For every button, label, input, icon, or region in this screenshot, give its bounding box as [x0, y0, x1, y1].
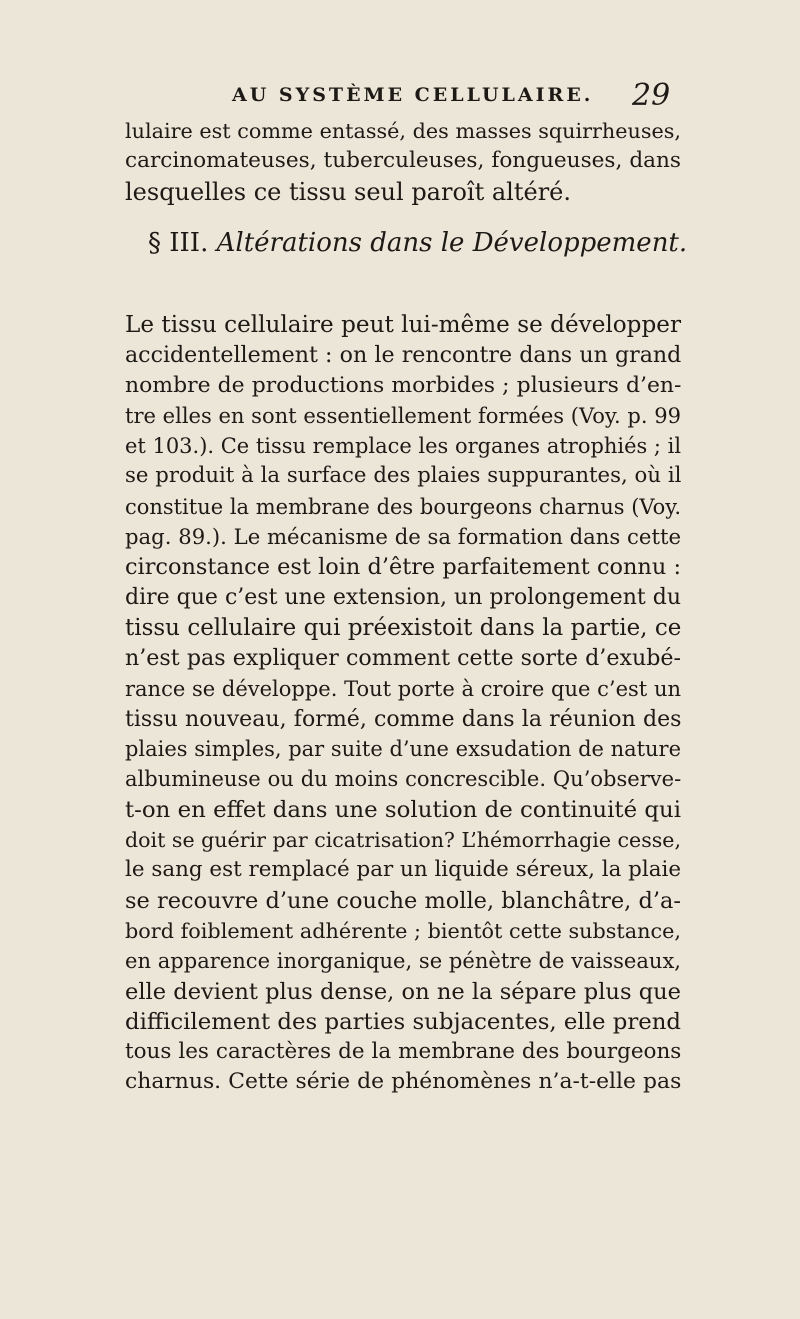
text-line: charnus. Cette série de phénomènes n’a-t-elle pas	[125, 1069, 682, 1095]
text-line: doit se guérir par cicatrisation? L’hémorrhagie cesse,	[125, 828, 681, 853]
text-line: tissu cellulaire qui préexistoit dans la partie, ce	[125, 614, 682, 641]
text-line: nombre de productions morbides ; plusieurs d’en-	[125, 372, 682, 398]
text-line: difficilement des parties subjacentes, elle prend	[125, 1008, 681, 1035]
running-head	[0, 78, 800, 116]
text-line: tissu nouveau, formé, comme dans la réunion des	[125, 705, 682, 732]
text-line: albumineuse ou du moins concrescible. Qu’observe-	[125, 766, 682, 792]
text-line: en apparence inorganique, se pénètre de vaisseaux,	[125, 948, 681, 974]
text-line: rance se développe. Tout porte à croire que c’est un	[125, 675, 681, 701]
text-line: n’est pas expliquer comment cette sorte d’exubé-	[125, 645, 681, 672]
text-line: Le tissu cellulaire peut lui-même se développer	[125, 312, 681, 338]
text-line: t-on en effet dans une solution de continuité qui	[125, 796, 681, 823]
text-line: lulaire est comme entassé, des masses squirrheuses,	[125, 119, 681, 143]
text-line: lesquelles ce tissu seul paroît altéré.	[125, 177, 571, 206]
text-line: carcinomateuses, tuberculeuses, fongueuses, dans	[125, 148, 681, 174]
text-line: dire que c’est une extension, un prolongement du	[125, 584, 681, 610]
text-line: tous les caractères de la membrane des bourgeons	[125, 1039, 682, 1065]
text-line: et 103.). Ce tissu remplace les organes atrophiés ; il	[125, 434, 682, 459]
text-line: plaies simples, par suite d’une exsudation de nature	[125, 737, 681, 762]
text-line: accidentellement : on le rencontre dans un grand	[125, 342, 682, 369]
running-title: AU SYSTÈME CELLULAIRE.	[232, 84, 594, 106]
paragraph-body	[125, 310, 681, 1098]
text-line: constitue la membrane des bourgeons charnus (Voy.	[125, 494, 681, 519]
page-number: 29	[632, 78, 671, 113]
paragraph-continuation	[125, 116, 681, 207]
text-line: tre elles en sont essentiellement formées (Voy. p. 99	[125, 402, 681, 428]
section-number: § III.	[148, 228, 209, 258]
text-line: bord foiblement adhérente ; bientôt cette substance,	[125, 918, 681, 943]
section-heading	[148, 228, 687, 258]
text-line: se produit à la surface des plaies suppurantes, où il	[125, 463, 682, 489]
text-line: pag. 89.). Le mécanisme de sa formation dans cette	[125, 524, 681, 550]
section-title: Altérations dans le Développement.	[216, 228, 688, 258]
text-line: se recouvre d’une couche molle, blanchâtre, d’a-	[125, 887, 681, 914]
text-line: elle devient plus dense, on ne la sépare plus que	[125, 978, 681, 1005]
text-line: circonstance est loin d’être parfaitement connu :	[125, 554, 681, 581]
text-line: le sang est remplacé par un liquide séreux, la plaie	[125, 857, 681, 883]
